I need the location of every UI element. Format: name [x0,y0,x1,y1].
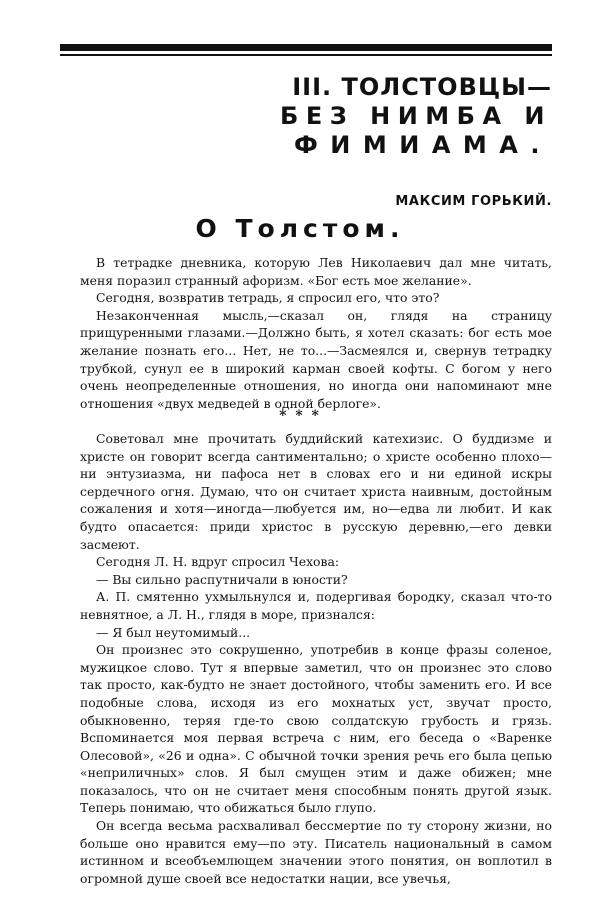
chapter-heading-line-1: III. ТОЛСТОВЦЫ— [292,73,552,101]
article-title: О Толстом. [195,214,405,243]
top-rule-thin [60,54,552,56]
paragraph: Он произнес это сокрушенно, употребив в конце фразы соленое, мужицкое слово. Тут я впервые заметил, что он произнес это слово так просто, как-будто не знает достойного, чтобы заменить его. И все подобные слова, исходя из его мохнатых уст, звучат просто, обыкновенно, теряя где-то свою солдатскую грубость и грязь. Вспоминается моя первая встреча с ним, его беседа о «Варенке Олесовой», «26 и одна». С обычной точки зрения речь его была цепью «неприличных» слов. Я был смущен этим и даже обижен; мне показалось, что он не считает меня способным понять другой язык. Теперь понимаю, что обижаться было глупо. [80,642,552,816]
paragraph: Незаконченная мысль,—сказал он, глядя на страницу прищуренными глазами.—Должно быть, я хотел сказать: бог есть мое желание познать его... Нет, не то...—Засмеялся и, свернув тетрадку трубкой, сунул ее в широкий карман своей кофты. С богом у него очень неопределенные отношения, но иногда они напоминают мне отношения «двух медведей в одной берлоге». [80,307,552,411]
chapter-heading-line-2: БЕЗ НИМБА И [280,102,552,130]
paragraph: Советовал мне прочитать буддийский катехизис. О буддизме и христе он говорит всегда сантиментально; о христе особенно плохо—ни энтузиазма, ни пафоса нет в словах его и ни единой искры сердечного огня. Думаю, что он считает христа наивным, достойным сожаления и хотя—иногда—любуется им, но—едва ли любит. И как будто опасается: приди христос в русскую деревню,—его девки засмеют. [80,431,552,552]
paragraph: — Я был неутомимый... [96,624,251,640]
paragraph: А. П. смятенно ухмыльнулся и, подергивая бородку, сказал что-то невнятное, а Л. Н., глядя в море, признался: [80,589,552,622]
author-name: МАКСИМ ГОРЬКИЙ. [395,194,552,209]
section-separator: * * * [279,408,321,424]
paragraph: Сегодня, возвратив тетрадь, я спросил его, что это? [96,290,440,306]
paragraph: Сегодня Л. Н. вдруг спросил Чехова: [96,554,340,570]
paragraph: — Вы сильно распутничали в юности? [96,571,348,587]
section-2-text [80,430,552,887]
section-1-text [80,254,552,412]
paragraph: Он всегда весьма расхваливал бессмертие по ту сторону жизни, но больше оно нравится ему—по эту. Писатель национальный в самом истинном и всеобъемлющем значении этого понятия, он воплотил в огромной душе своей все недостатки нации, все увечья, [80,818,552,886]
top-rule-thick [60,44,552,51]
paragraph: В тетрадке дневника, которую Лев Николаевич дал мне читать, меня поразил странный афоризм. «Бог есть мое желание». [80,255,552,288]
chapter-heading-line-3: ФИМИАМА. [293,131,552,159]
